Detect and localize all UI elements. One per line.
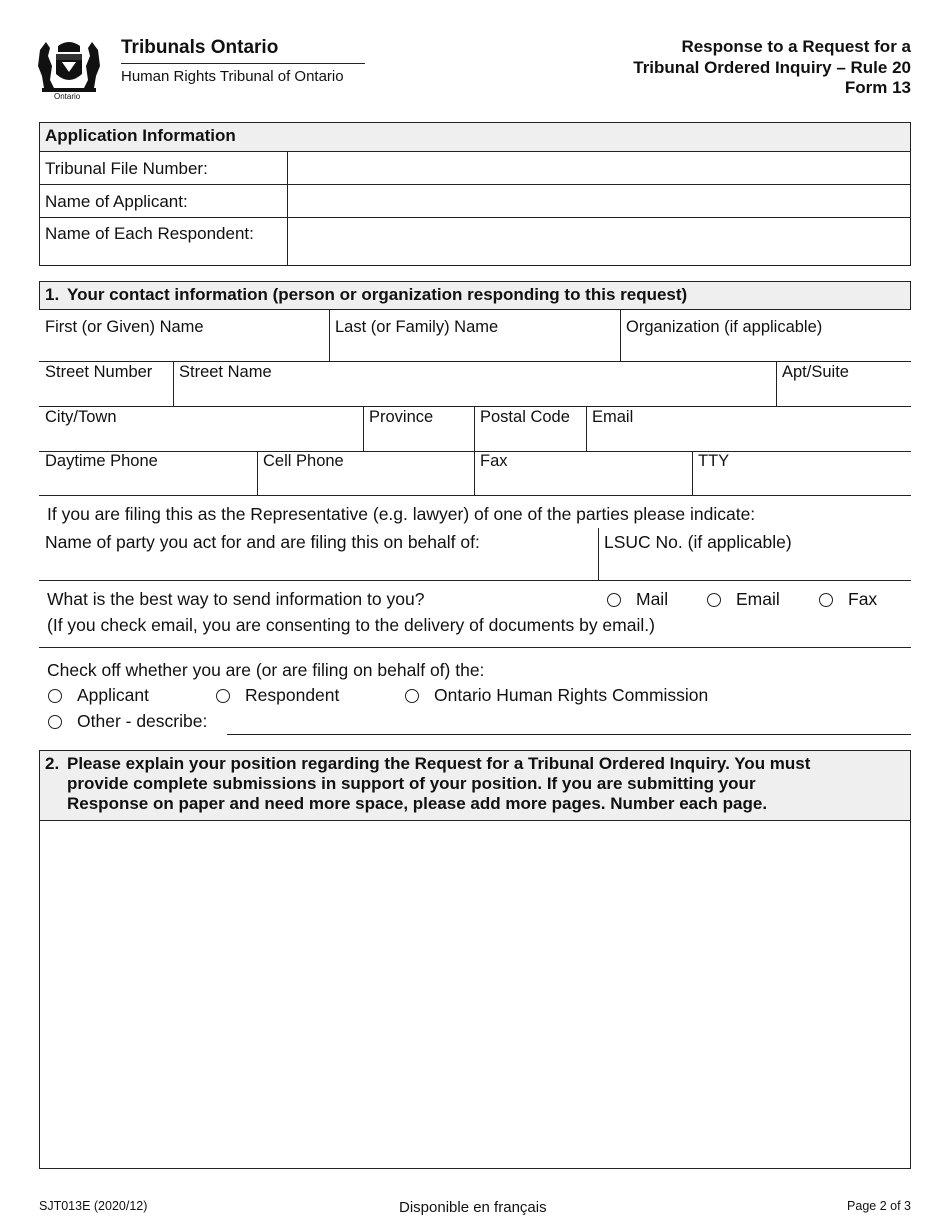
position-section-heading xyxy=(67,754,810,814)
fax-input[interactable] xyxy=(478,472,693,495)
email-consent-note: (If you check email, you are consenting to the delivery of documents by email.) xyxy=(47,615,655,635)
province-input[interactable] xyxy=(367,428,475,451)
page-number: Page 2 of 3 xyxy=(847,1199,911,1213)
best-way-question: What is the best way to send information to you? xyxy=(47,589,425,609)
organization-input[interactable] xyxy=(624,338,912,361)
delivery-email-radio[interactable] xyxy=(707,593,721,607)
file-number-label: Tribunal File Number: xyxy=(45,159,208,178)
lsuc-input[interactable] xyxy=(602,556,912,580)
email-label: Email xyxy=(592,408,634,426)
daytime-phone-input[interactable] xyxy=(42,472,258,495)
organization-label: Organization (if applicable) xyxy=(626,318,823,336)
tty-label: TTY xyxy=(698,452,730,470)
fax-label: Fax xyxy=(480,452,508,470)
party-type-question: Check off whether you are (or are filing on behalf of) the: xyxy=(47,660,485,680)
respondent-names-label: Name of Each Respondent: xyxy=(45,224,254,243)
position-heading-line-2: provide complete submissions in support of your position. If you are submitting your xyxy=(67,774,756,793)
last-name-label: Last (or Family) Name xyxy=(335,318,499,336)
street-name-label: Street Name xyxy=(179,363,272,381)
party-commission-radio[interactable] xyxy=(405,689,419,703)
party-other-radio[interactable] xyxy=(48,715,62,729)
application-info-heading: Application Information xyxy=(45,126,236,145)
party-applicant-radio[interactable] xyxy=(48,689,62,703)
first-name-label: First (or Given) Name xyxy=(45,318,204,336)
party-other-label: Other - describe: xyxy=(77,711,208,731)
cell-phone-label: Cell Phone xyxy=(263,452,344,470)
position-heading-line-3: Response on paper and need more space, please add more pages. Number each page. xyxy=(67,794,768,813)
city-label: City/Town xyxy=(45,408,117,426)
form-title xyxy=(633,37,911,99)
last-name-input[interactable] xyxy=(333,338,621,361)
representative-note: If you are filing this as the Representative (e.g. lawyer) of one of the parties please indicate: xyxy=(47,504,756,524)
respondent-names-input[interactable] xyxy=(290,219,912,267)
form-title-line-1: Response to a Request for a xyxy=(681,37,911,56)
daytime-phone-label: Daytime Phone xyxy=(45,452,158,470)
party-applicant-label: Applicant xyxy=(77,685,149,705)
position-section-number: 2. xyxy=(45,754,60,773)
lsuc-label: LSUC No. (if applicable) xyxy=(604,532,792,552)
delivery-fax-label: Fax xyxy=(848,589,878,609)
contact-section-heading: Your contact information (person or organization responding to this request) xyxy=(67,285,688,304)
tty-input[interactable] xyxy=(696,472,912,495)
crest-caption: Ontario xyxy=(54,92,81,101)
form-code: SJT013E (2020/12) xyxy=(39,1199,148,1213)
applicant-name-label: Name of Applicant: xyxy=(45,192,188,211)
form-title-line-2: Tribunal Ordered Inquiry – Rule 20 xyxy=(633,57,911,77)
french-availability: Disponible en français xyxy=(399,1199,547,1216)
ontario-crest-logo xyxy=(36,36,102,104)
file-number-input[interactable] xyxy=(290,153,912,185)
postal-code-label: Postal Code xyxy=(480,408,570,426)
delivery-mail-label: Mail xyxy=(636,589,669,609)
street-name-input[interactable] xyxy=(177,383,777,406)
crest-icon xyxy=(36,36,102,96)
cell-phone-input[interactable] xyxy=(261,472,475,495)
org-divider xyxy=(121,63,365,64)
party-commission-label: Ontario Human Rights Commission xyxy=(434,685,709,705)
org-name: Tribunals Ontario xyxy=(121,37,279,58)
province-label: Province xyxy=(369,408,434,426)
party-respondent-radio[interactable] xyxy=(216,689,230,703)
delivery-fax-radio[interactable] xyxy=(819,593,833,607)
apt-suite-input[interactable] xyxy=(780,383,912,406)
delivery-mail-radio[interactable] xyxy=(607,593,621,607)
street-number-label: Street Number xyxy=(45,363,153,381)
party-name-label: Name of party you act for and are filing this on behalf of: xyxy=(45,532,480,552)
party-name-input[interactable] xyxy=(42,556,598,580)
form-number: Form 13 xyxy=(844,78,911,97)
party-respondent-label: Respondent xyxy=(245,685,340,705)
delivery-email-label: Email xyxy=(736,589,780,609)
party-other-input[interactable] xyxy=(228,710,914,734)
applicant-name-input[interactable] xyxy=(290,186,912,218)
city-input[interactable] xyxy=(42,428,364,451)
first-name-input[interactable] xyxy=(42,338,330,361)
position-response-input[interactable] xyxy=(43,824,911,1169)
org-subtitle: Human Rights Tribunal of Ontario xyxy=(121,68,344,85)
apt-suite-label: Apt/Suite xyxy=(782,363,849,381)
position-heading-line-1: Please explain your position regarding the Request for a Tribunal Ordered Inquiry. You must xyxy=(67,754,811,773)
email-input[interactable] xyxy=(590,428,912,451)
contact-section-number: 1. xyxy=(45,285,60,304)
postal-code-input[interactable] xyxy=(478,428,587,451)
street-number-input[interactable] xyxy=(42,383,174,406)
